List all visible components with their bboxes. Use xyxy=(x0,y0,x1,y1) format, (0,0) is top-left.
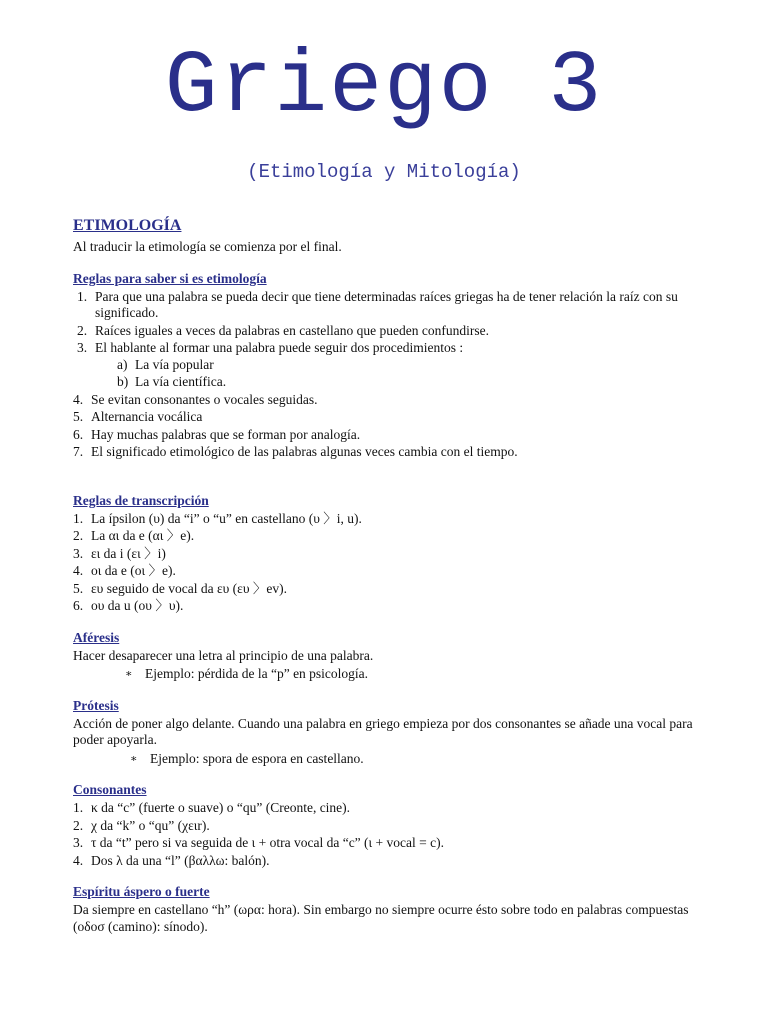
section-heading-transcripcion: Reglas de transcripción xyxy=(73,492,209,508)
document-title: Griego 3 xyxy=(164,38,604,137)
section-heading-protesis: Prótesis xyxy=(73,697,119,713)
list-item: 7. El significado etimológico de las palabras algunas veces cambia con el tiempo. xyxy=(73,444,518,459)
aferesis-text: Hacer desaparecer una letra al principio de una palabra. xyxy=(73,647,374,663)
list-item: 4. Dos λ da una “l” (βαλλω: balón). xyxy=(73,852,270,868)
list-item: 2. χ da “k” o “qu” (χειr). xyxy=(73,817,210,833)
reglas-etimologia-list xyxy=(73,289,703,391)
section-heading-aferesis: Aféresis xyxy=(73,629,120,645)
protesis-example: ∗ Ejemplo: spora de espora en castellano. xyxy=(130,750,364,766)
sub-list-item: a) La vía popular xyxy=(117,356,214,372)
list-item: 1. Para que una palabra se pueda decir que tiene determinadas raíces griegas ha de tener relación la raíz con su significado. xyxy=(77,288,678,320)
list-item: 5. ευ seguido de vocal da ευ (ευ 〉ev). xyxy=(73,580,288,596)
procedimientos-sublist xyxy=(95,357,703,391)
protesis-text: Acción de poner algo delante. Cuando una palabra en griego empieza por dos consonantes se añade una vocal para poder apoyarla. xyxy=(73,715,693,747)
espiritu-text: Da siempre en castellano “h” (ωρα: hora). Sin embargo no siempre ocurre ésto sobre todo en palabras compuestas (οδοσ (camino): sínodo). xyxy=(73,902,689,934)
list-item: 1. κ da “c” (fuerte o suave) o “qu” (Creonte, cine). xyxy=(73,800,351,815)
list-item: 4. Se evitan consonantes o vocales seguidas. xyxy=(73,391,318,407)
document-subtitle: (Etimología y Mitología) xyxy=(247,161,521,183)
list-item: 3. τ da “t” pero si va seguida de ι + otra vocal da “c” (ι + vocal = c). xyxy=(73,835,445,850)
etimologia-intro: Al traducir la etimología se comienza por el final. xyxy=(73,239,342,254)
document-body xyxy=(73,216,703,935)
aferesis-example: ∗ Ejemplo: pérdida de la “p” en psicología. xyxy=(125,666,369,681)
asterisk-bullet-icon: ∗ xyxy=(125,668,133,680)
section-heading-reglas-etimologia: Reglas para saber si es etimología xyxy=(73,270,267,286)
transcripcion-list xyxy=(73,511,703,615)
reglas-etimologia-list-continued xyxy=(73,392,703,461)
list-item: 2. Raíces iguales a veces da palabras en castellano que pueden confundirse. xyxy=(77,322,489,338)
list-item: 2. La αι da e (αι 〉e). xyxy=(73,528,195,543)
section-heading-consonantes: Consonantes xyxy=(73,782,147,797)
sub-list-item: b) La vía científica. xyxy=(117,374,227,389)
section-heading-espiritu: Espíritu áspero o fuerte xyxy=(73,884,210,899)
section-heading-etimologia: ETIMOLOGÍA xyxy=(73,217,182,234)
list-item: 3. El hablante al formar una palabra puede seguir dos procedimientos : a) La vía popular b) La vía científica. xyxy=(73,340,703,391)
asterisk-bullet-icon: ∗ xyxy=(130,752,138,765)
consonantes-list xyxy=(73,800,703,869)
list-item: 5. Alternancia vocálica xyxy=(73,409,203,424)
list-item: 4. οι da e (οι 〉e). xyxy=(73,563,176,578)
list-item: 1. La ípsilon (υ) da “i” o “u” en castellano (υ 〉i, u). xyxy=(73,510,362,526)
list-item: 6. Hay muchas palabras que se forman por analogía. xyxy=(73,426,361,442)
list-item: 6. ου da u (ου 〉υ). xyxy=(73,598,184,613)
list-item: 3. ει da i (ει 〉i) xyxy=(73,545,166,561)
